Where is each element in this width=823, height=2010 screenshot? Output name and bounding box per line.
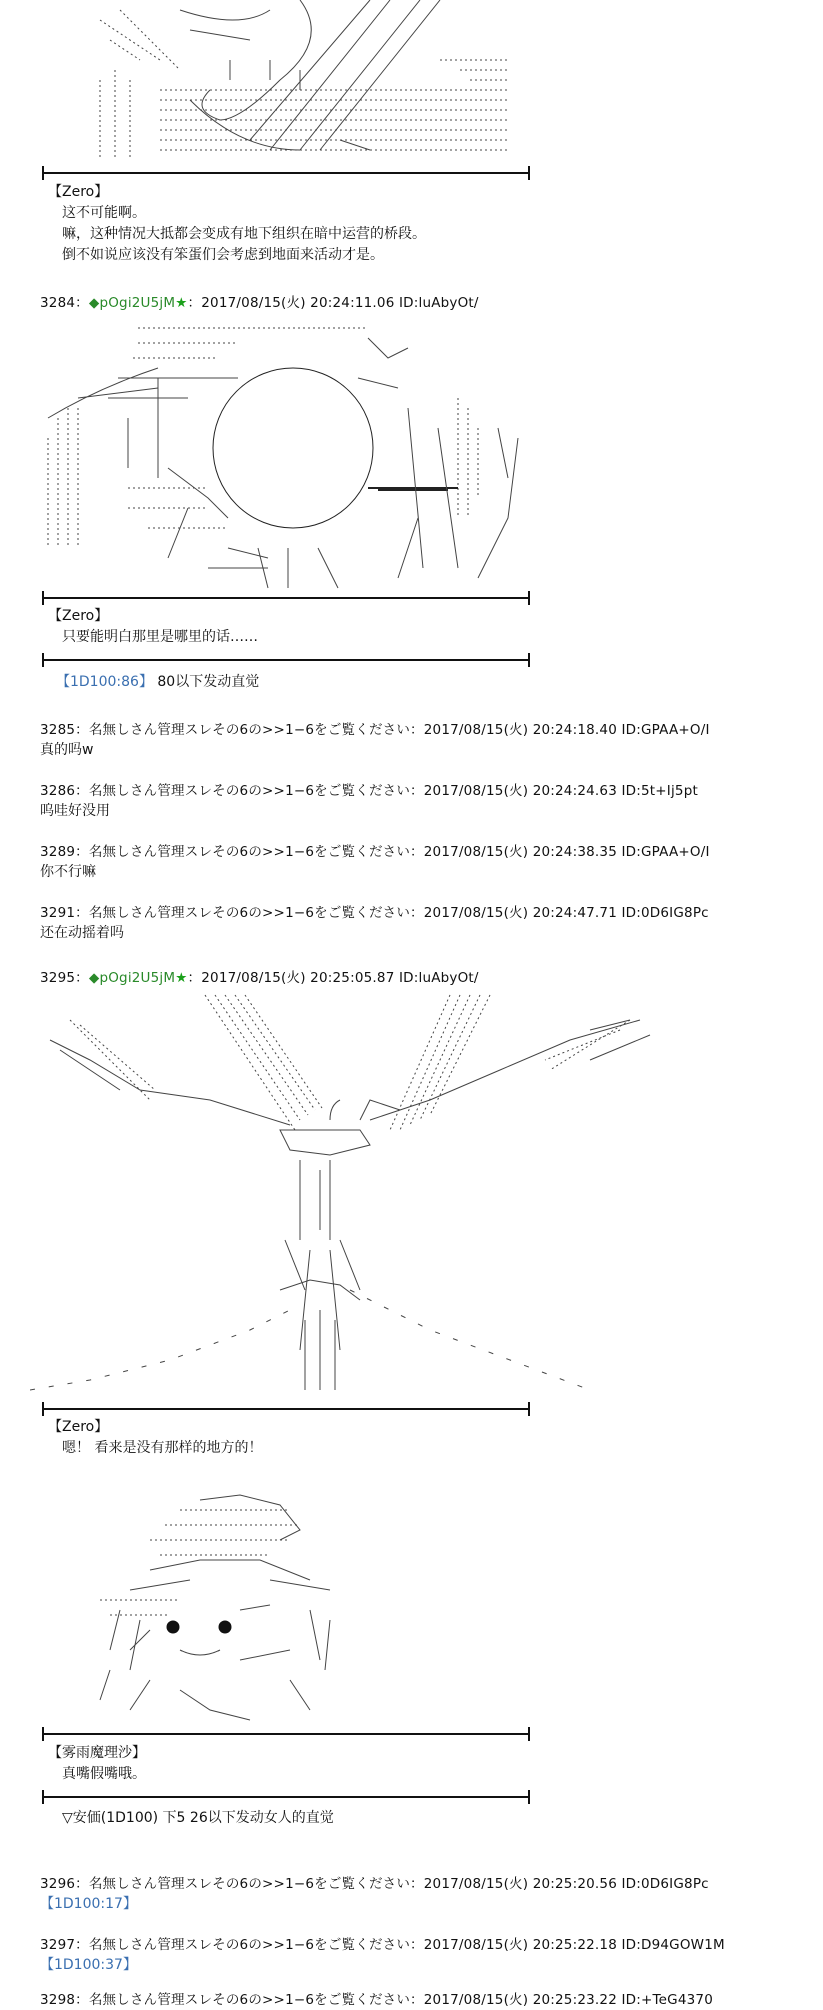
star-icon: ★ [175, 970, 188, 986]
speaker-label: 【Zero】 [48, 1419, 109, 1435]
dialogue-line: 嘛，这种情况大抵都会变成有地下组织在暗中运营的桥段。 [62, 226, 426, 242]
ascii-art-zero-top [40, 0, 550, 165]
tripcode: ◆pOgi2U5jM [88, 970, 176, 986]
ascii-art-zero-arms-spread [30, 990, 660, 1400]
dialogue-line: 只要能明白那里是哪里的话…… [62, 629, 258, 645]
divider [42, 1408, 530, 1410]
reply-body: 还在动摇着吗 [40, 925, 124, 941]
dice-result: 【1D100:86】 80以下发动直觉 [56, 674, 260, 690]
reply-header: 3296：名無しさん管理スレその6の>>1−6をご覧ください：2017/08/15(火) 20:25:20.56 ID:0D6IG8Pc [40, 1876, 709, 1892]
dialogue-line: 嗯！ 看来是没有那样的地方的！ [62, 1440, 263, 1456]
reply-body: 真的吗w [40, 742, 94, 758]
ascii-art-zero-circle [38, 318, 538, 598]
speaker-label: 【Zero】 [48, 608, 109, 624]
reply-header: 3291：名無しさん管理スレその6の>>1−6をご覧ください：2017/08/15(火) 20:24:47.71 ID:0D6IG8Pc [40, 905, 709, 921]
dice-roll: 【1D100:86】 [56, 674, 153, 690]
dialogue-line: 真嘴假嘴哦。 [62, 1766, 146, 1782]
dialogue-line: 倒不如说应该没有笨蛋们会考虑到地面来活动才是。 [62, 247, 384, 263]
speaker-label: 【雾雨魔理沙】 [48, 1745, 146, 1761]
post-date-id: ：2017/08/15(火) 20:24:11.06 ID:luAbyOt/ [187, 295, 479, 311]
reply-body: 你不行嘛 [40, 864, 96, 880]
divider [42, 172, 530, 174]
post-header: 3295：◆pOgi2U5jM★：2017/08/15(火) 20:25:05.87 ID:luAbyOt/ [40, 970, 479, 986]
star-icon: ★ [175, 295, 188, 311]
divider [42, 659, 530, 661]
reply-body: 呜哇好没用 [40, 803, 110, 819]
divider [42, 1733, 530, 1735]
reply-header: 3289：名無しさん管理スレその6の>>1−6をご覧ください：2017/08/15(火) 20:24:38.35 ID:GPAA+O/I [40, 844, 710, 860]
anka-instruction: ▽安価(1D100) 下5 26以下发动女人的直觉 [62, 1810, 334, 1826]
dice-roll: 【1D100:37】 [40, 1957, 137, 1973]
speaker-label: 【Zero】 [48, 184, 109, 200]
dialogue-line: 这不可能啊。 [62, 205, 146, 221]
divider [42, 597, 530, 599]
post-header: 3284：◆pOgi2U5jM★：2017/08/15(火) 20:24:11.06 ID:luAbyOt/ [40, 295, 479, 311]
post-number: 3284 [40, 295, 76, 311]
divider [42, 1796, 530, 1798]
dice-roll: 【1D100:17】 [40, 1896, 137, 1912]
tripcode: ◆pOgi2U5jM [88, 295, 176, 311]
post-number: 3295 [40, 970, 76, 986]
ascii-art-marisa [90, 1490, 370, 1730]
reply-header: 3298：名無しさん管理スレその6の>>1−6をご覧ください：2017/08/15(火) 20:25:23.22 ID:+TeG4370 [40, 1992, 713, 2008]
reply-header: 3285：名無しさん管理スレその6の>>1−6をご覧ください：2017/08/15(火) 20:24:18.40 ID:GPAA+O/I [40, 722, 710, 738]
reply-header: 3286：名無しさん管理スレその6の>>1−6をご覧ください：2017/08/15(火) 20:24:24.63 ID:5t+Ij5pt [40, 783, 698, 799]
post-date-id: ：2017/08/15(火) 20:25:05.87 ID:luAbyOt/ [187, 970, 479, 986]
reply-header: 3297：名無しさん管理スレその6の>>1−6をご覧ください：2017/08/15(火) 20:25:22.18 ID:D94GOW1M [40, 1937, 725, 1953]
